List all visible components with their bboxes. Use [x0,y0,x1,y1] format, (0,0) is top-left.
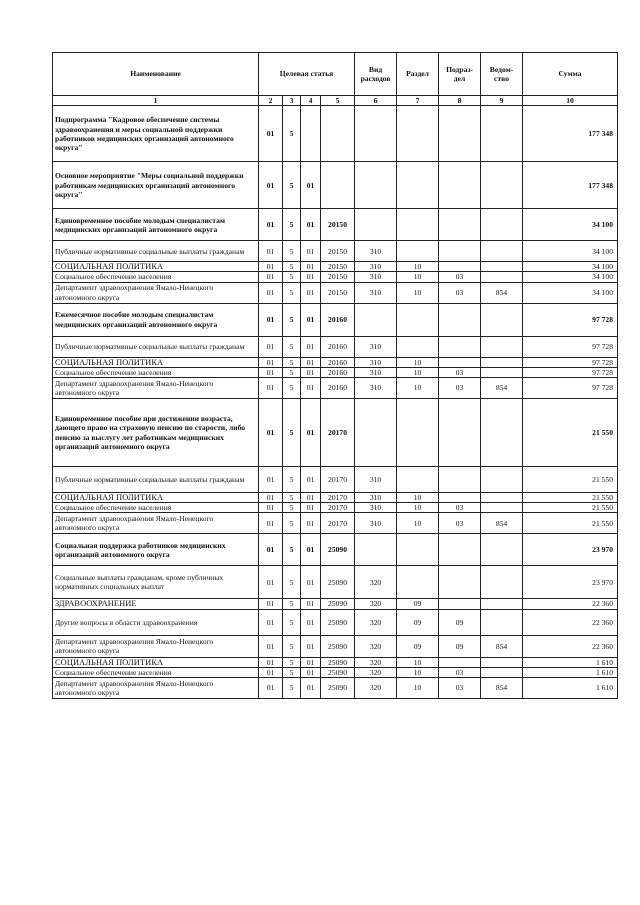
table-row [53,272,618,282]
section-code [397,209,439,241]
target-code-direction: 25090 [321,599,355,609]
column-number: 9 [481,96,523,106]
row-sum: 34 100 [523,282,618,303]
department-code [481,303,523,336]
target-code-program: 01 [259,378,283,399]
row-name: Социальные выплаты гражданам, кроме публичных нормативных социальных выплат [53,566,259,599]
expense-type-code: 310 [355,493,397,503]
row-sum: 21 550 [523,493,618,503]
section-code [397,534,439,566]
target-code-direction: 20170 [321,493,355,503]
row-name: СОЦИАЛЬНАЯ ПОЛИТИКА [53,262,259,272]
target-code-subprogram: 5 [283,657,301,667]
target-code-subprogram: 5 [283,399,301,467]
column-number-row [53,96,618,106]
row-name: Единовременное пособие молодым специалистам медицинских организаций автономного округа [53,209,259,241]
target-code-direction: 20150 [321,209,355,241]
table-row [53,303,618,336]
header-section: Раздел [397,53,439,96]
target-code-subprogram: 5 [283,609,301,635]
section-code: 09 [397,609,439,635]
target-code-program: 01 [259,493,283,503]
target-code-event: 01 [301,336,321,357]
target-code-program: 01 [259,467,283,493]
target-code-direction: 20170 [321,467,355,493]
target-code-program: 01 [259,513,283,534]
expense-type-code: 310 [355,336,397,357]
subsection-code: 03 [439,367,481,377]
section-code: 10 [397,503,439,513]
target-code-program: 01 [259,336,283,357]
section-code [397,336,439,357]
row-sum: 34 100 [523,272,618,282]
section-code [397,303,439,336]
row-sum: 22 360 [523,599,618,609]
target-code-program: 01 [259,599,283,609]
row-sum: 1 610 [523,667,618,677]
target-code-program: 01 [259,357,283,367]
target-code-program: 01 [259,241,283,262]
row-name: СОЦИАЛЬНАЯ ПОЛИТИКА [53,657,259,667]
section-code: 10 [397,357,439,367]
target-code-direction: 20150 [321,282,355,303]
table-row [53,635,618,657]
table-header-row [53,53,618,96]
target-code-event: 01 [301,303,321,336]
target-code-event: 01 [301,378,321,399]
table-row [53,609,618,635]
section-code [397,566,439,599]
target-code-event: 01 [301,566,321,599]
budget-table [52,52,618,699]
row-name: Подпрограмма "Кадровое обеспечение системы здравоохранения и меры социальной поддержки работников медицинских организаций автономного округа" [53,106,259,162]
target-code-direction: 20160 [321,378,355,399]
department-code [481,272,523,282]
target-code-event: 01 [301,667,321,677]
row-sum: 1 610 [523,678,618,699]
expense-type-code: 310 [355,282,397,303]
budget-table-sheet [52,52,617,699]
row-sum: 97 728 [523,367,618,377]
row-name: Единовременное пособие при достижении возраста, дающего право на страховую пенсию по старости, либо пенсию за выслугу лет работникам медицинских организаций автономного округа [53,399,259,467]
target-code-program: 01 [259,534,283,566]
target-code-direction: 20150 [321,241,355,262]
department-code [481,399,523,467]
target-code-direction: 25090 [321,534,355,566]
target-code-program: 01 [259,209,283,241]
subsection-code [439,241,481,262]
expense-type-code [355,534,397,566]
target-code-event: 01 [301,609,321,635]
section-code: 10 [397,657,439,667]
target-code-subprogram: 5 [283,336,301,357]
target-code-direction: 25090 [321,667,355,677]
department-code [481,367,523,377]
target-code-subprogram: 5 [283,635,301,657]
column-number: 7 [397,96,439,106]
target-code-event: 01 [301,282,321,303]
table-row [53,209,618,241]
target-code-direction: 20160 [321,367,355,377]
target-code-event: 01 [301,467,321,493]
table-row [53,399,618,467]
subsection-code [439,106,481,162]
row-name: Департамент здравоохранения Ямало-Ненецкого автономного округа [53,282,259,303]
row-sum: 34 100 [523,209,618,241]
row-sum: 21 550 [523,503,618,513]
row-sum: 177 348 [523,106,618,162]
row-sum: 22 360 [523,635,618,657]
target-code-direction: 25090 [321,657,355,667]
target-code-program: 01 [259,566,283,599]
target-code-direction: 20160 [321,357,355,367]
target-code-event: 01 [301,272,321,282]
header-name: Наименование [53,53,259,96]
section-code [397,241,439,262]
row-name: Департамент здравоохранения Ямало-Ненецкого автономного округа [53,635,259,657]
header-expense-type: Вид расходов [355,53,397,96]
column-number: 5 [321,96,355,106]
target-code-subprogram: 5 [283,282,301,303]
subsection-code [439,336,481,357]
row-name: Департамент здравоохранения Ямало-Ненецкого автономного округа [53,678,259,699]
row-name: Социальное обеспечение населения [53,667,259,677]
department-code [481,467,523,493]
section-code [397,467,439,493]
expense-type-code [355,399,397,467]
department-code: 854 [481,282,523,303]
table-row [53,357,618,367]
target-code-program: 01 [259,106,283,162]
target-code-program: 01 [259,282,283,303]
expense-type-code: 320 [355,635,397,657]
subsection-code [439,657,481,667]
target-code-program: 01 [259,503,283,513]
expense-type-code: 310 [355,378,397,399]
subsection-code [439,357,481,367]
row-sum: 34 100 [523,262,618,272]
column-number: 1 [53,96,259,106]
table-row [53,513,618,534]
subsection-code [439,467,481,493]
expense-type-code [355,303,397,336]
target-code-subprogram: 5 [283,566,301,599]
subsection-code [439,162,481,209]
target-code-event: 01 [301,493,321,503]
row-name: Социальное обеспечение населения [53,503,259,513]
target-code-direction [321,162,355,209]
row-sum: 23 970 [523,566,618,599]
row-name: Публичные нормативные социальные выплаты гражданам [53,467,259,493]
expense-type-code: 310 [355,513,397,534]
target-code-subprogram: 5 [283,357,301,367]
row-name: СОЦИАЛЬНАЯ ПОЛИТИКА [53,357,259,367]
row-name: Департамент здравоохранения Ямало-Ненецкого автономного округа [53,513,259,534]
section-code: 10 [397,667,439,677]
target-code-event: 01 [301,513,321,534]
department-code [481,262,523,272]
table-row [53,493,618,503]
department-code [481,566,523,599]
target-code-event: 01 [301,678,321,699]
row-sum: 1 610 [523,657,618,667]
row-name: Социальное обеспечение населения [53,367,259,377]
row-name: Социальное обеспечение населения [53,272,259,282]
subsection-code: 03 [439,378,481,399]
target-code-direction: 20170 [321,503,355,513]
column-number: 2 [259,96,283,106]
target-code-event: 01 [301,599,321,609]
target-code-event: 01 [301,399,321,467]
target-code-event: 01 [301,503,321,513]
row-sum: 34 100 [523,241,618,262]
target-code-event: 01 [301,367,321,377]
expense-type-code: 310 [355,503,397,513]
expense-type-code: 310 [355,241,397,262]
table-row [53,503,618,513]
table-row [53,262,618,272]
row-name: Социальная поддержка работников медицинских организаций автономного округа [53,534,259,566]
section-code: 09 [397,599,439,609]
section-code: 10 [397,272,439,282]
row-sum: 21 550 [523,399,618,467]
expense-type-code: 310 [355,262,397,272]
expense-type-code: 310 [355,357,397,367]
target-code-event [301,106,321,162]
row-sum: 21 550 [523,513,618,534]
target-code-event: 01 [301,657,321,667]
subsection-code: 03 [439,678,481,699]
row-name: СОЦИАЛЬНАЯ ПОЛИТИКА [53,493,259,503]
section-code: 09 [397,635,439,657]
department-code [481,667,523,677]
table-row [53,678,618,699]
section-code: 10 [397,262,439,272]
department-code [481,609,523,635]
department-code [481,503,523,513]
section-code [397,162,439,209]
department-code: 854 [481,635,523,657]
target-code-subprogram: 5 [283,262,301,272]
subsection-code [439,209,481,241]
row-sum: 22 360 [523,609,618,635]
target-code-program: 01 [259,262,283,272]
row-name: Публичные нормативные социальные выплаты гражданам [53,336,259,357]
section-code: 10 [397,513,439,534]
table-row [53,241,618,262]
table-body [53,106,618,699]
target-code-subprogram: 5 [283,378,301,399]
row-sum: 97 728 [523,378,618,399]
target-code-subprogram: 5 [283,599,301,609]
department-code [481,534,523,566]
expense-type-code: 320 [355,609,397,635]
target-code-program: 01 [259,303,283,336]
target-code-event: 01 [301,262,321,272]
table-row [53,162,618,209]
department-code [481,657,523,667]
section-code: 10 [397,493,439,503]
target-code-event: 01 [301,534,321,566]
table-row [53,282,618,303]
department-code [481,357,523,367]
subsection-code: 03 [439,282,481,303]
target-code-event: 01 [301,162,321,209]
row-name: Департамент здравоохранения Ямало-Ненецкого автономного округа [53,378,259,399]
row-name: Основное мероприятие "Меры социальной поддержки работникам медицинских организаций автономного округа" [53,162,259,209]
header-department: Ведом- ство [481,53,523,96]
target-code-direction: 25090 [321,635,355,657]
column-number: 8 [439,96,481,106]
expense-type-code: 310 [355,467,397,493]
subsection-code [439,599,481,609]
target-code-direction: 20170 [321,513,355,534]
department-code [481,162,523,209]
section-code [397,399,439,467]
table-row [53,534,618,566]
table-row [53,367,618,377]
row-name: Другие вопросы в области здравоохранения [53,609,259,635]
header-target-article: Целевая статья [259,53,355,96]
target-code-subprogram: 5 [283,241,301,262]
header-subsection: Подраз- дел [439,53,481,96]
department-code: 854 [481,678,523,699]
subsection-code: 09 [439,609,481,635]
target-code-direction: 20160 [321,303,355,336]
target-code-direction: 25090 [321,609,355,635]
target-code-subprogram: 5 [283,467,301,493]
target-code-subprogram: 5 [283,534,301,566]
target-code-event: 01 [301,209,321,241]
expense-type-code: 320 [355,667,397,677]
target-code-direction: 20150 [321,272,355,282]
header-sum: Сумма [523,53,618,96]
target-code-direction: 20150 [321,262,355,272]
subsection-code [439,262,481,272]
target-code-subprogram: 5 [283,513,301,534]
section-code: 10 [397,378,439,399]
row-sum: 177 348 [523,162,618,209]
row-name: Ежемесячное пособие молодым специалистам медицинских организаций автономного округа [53,303,259,336]
expense-type-code: 320 [355,657,397,667]
subsection-code: 03 [439,667,481,677]
row-sum: 97 728 [523,357,618,367]
target-code-direction: 25090 [321,566,355,599]
row-sum: 21 550 [523,467,618,493]
section-code: 10 [397,678,439,699]
table-row [53,599,618,609]
subsection-code [439,303,481,336]
subsection-code [439,534,481,566]
target-code-program: 01 [259,367,283,377]
target-code-subprogram: 5 [283,367,301,377]
section-code [397,106,439,162]
column-number: 3 [283,96,301,106]
column-number: 4 [301,96,321,106]
department-code [481,493,523,503]
department-code [481,209,523,241]
target-code-subprogram: 5 [283,272,301,282]
expense-type-code [355,162,397,209]
subsection-code: 03 [439,503,481,513]
target-code-direction: 20170 [321,399,355,467]
table-row [53,657,618,667]
target-code-subprogram: 5 [283,503,301,513]
target-code-subprogram: 5 [283,667,301,677]
section-code: 10 [397,282,439,303]
expense-type-code: 320 [355,566,397,599]
target-code-program: 01 [259,657,283,667]
row-name: Публичные нормативные социальные выплаты гражданам [53,241,259,262]
table-row [53,467,618,493]
target-code-program: 01 [259,678,283,699]
target-code-program: 01 [259,635,283,657]
expense-type-code: 310 [355,367,397,377]
target-code-direction: 25090 [321,678,355,699]
target-code-program: 01 [259,162,283,209]
target-code-program: 01 [259,272,283,282]
target-code-program: 01 [259,609,283,635]
target-code-subprogram: 5 [283,303,301,336]
department-code: 854 [481,513,523,534]
subsection-code [439,399,481,467]
subsection-code: 09 [439,635,481,657]
row-sum: 23 970 [523,534,618,566]
row-name: ЗДРАВООХРАНЕНИЕ [53,599,259,609]
table-row [53,378,618,399]
target-code-direction [321,106,355,162]
table-row [53,566,618,599]
expense-type-code [355,209,397,241]
column-number: 10 [523,96,618,106]
expense-type-code [355,106,397,162]
department-code [481,106,523,162]
subsection-code: 03 [439,272,481,282]
table-row [53,336,618,357]
expense-type-code: 310 [355,272,397,282]
table-row [53,667,618,677]
row-sum: 97 728 [523,336,618,357]
target-code-program: 01 [259,667,283,677]
section-code: 10 [397,367,439,377]
subsection-code [439,566,481,599]
expense-type-code: 320 [355,599,397,609]
department-code [481,599,523,609]
target-code-subprogram: 5 [283,493,301,503]
department-code [481,241,523,262]
target-code-event: 01 [301,241,321,262]
target-code-subprogram: 5 [283,678,301,699]
target-code-event: 01 [301,635,321,657]
column-number: 6 [355,96,397,106]
target-code-subprogram: 5 [283,106,301,162]
expense-type-code: 320 [355,678,397,699]
department-code [481,336,523,357]
department-code: 854 [481,378,523,399]
row-sum: 97 728 [523,303,618,336]
target-code-subprogram: 5 [283,162,301,209]
target-code-subprogram: 5 [283,209,301,241]
subsection-code [439,493,481,503]
target-code-event: 01 [301,357,321,367]
target-code-direction: 20160 [321,336,355,357]
target-code-program: 01 [259,399,283,467]
table-row [53,106,618,162]
subsection-code: 03 [439,513,481,534]
